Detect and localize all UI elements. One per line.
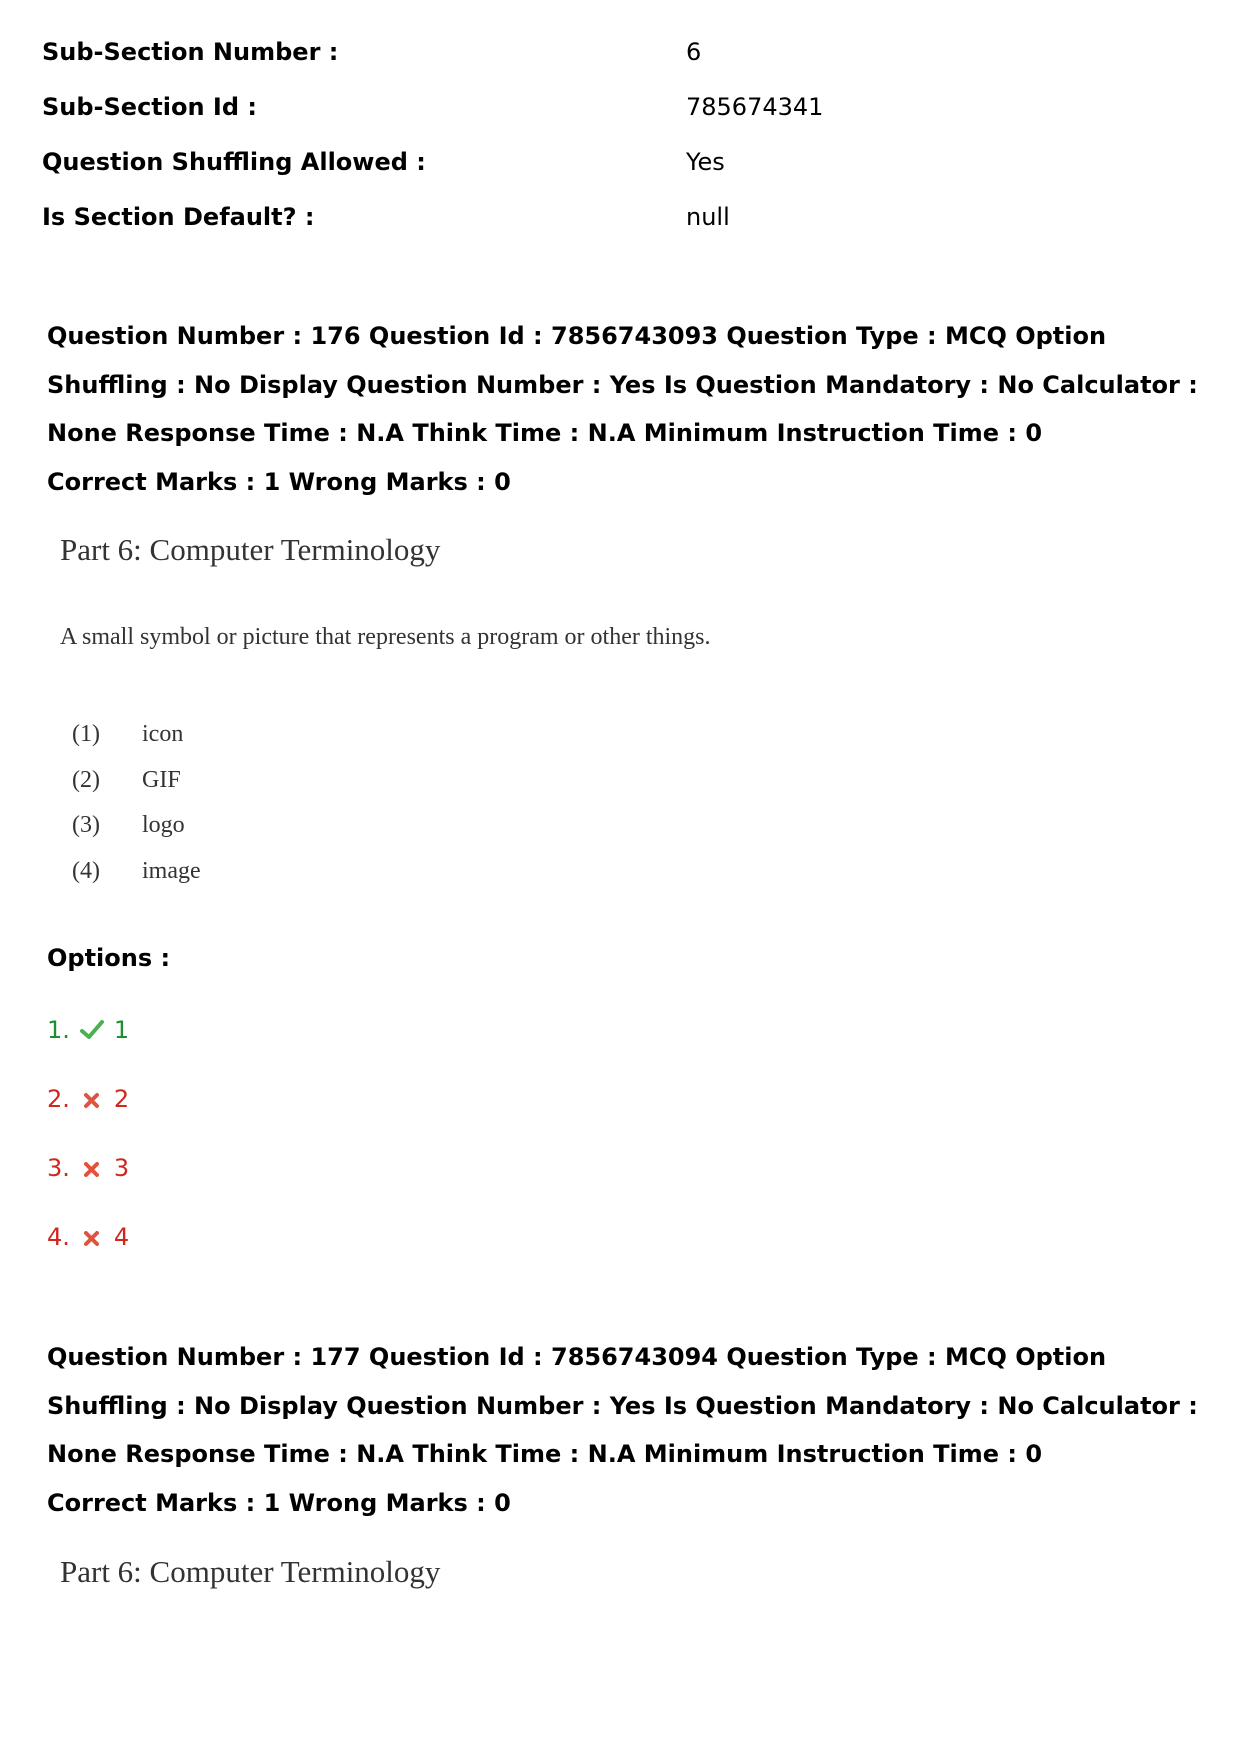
cross-icon (80, 1225, 104, 1249)
check-icon (80, 1018, 104, 1042)
question-text: A small symbol or picture that represents a program or other things. (60, 624, 711, 650)
meta-row-subsection-number (42, 38, 1202, 93)
meta-row-question-shuffling (42, 148, 1202, 203)
option-3-wrong (47, 1154, 129, 1182)
cross-icon (80, 1156, 104, 1180)
meta-value: 6 (686, 38, 702, 66)
meta-label: Sub-Section Number : (42, 38, 339, 66)
option-value: 2 (113, 1085, 130, 1113)
question-177-header-block (47, 1333, 1217, 1521)
meta-label: Is Section Default? : (42, 203, 315, 231)
options-label: Options : (47, 944, 171, 972)
part-title: Part 6: Computer Terminology (60, 1554, 441, 1589)
question-176-header-block (47, 312, 1217, 500)
option-index: 2. (47, 1085, 70, 1113)
option-value: 1 (113, 1016, 130, 1044)
meta-label: Sub-Section Id : (42, 93, 257, 121)
meta-row-section-default (42, 203, 1202, 258)
meta-value: Yes (686, 148, 725, 176)
choice-text: GIF (142, 766, 181, 793)
choice-item (72, 849, 201, 895)
part-title: Part 6: Computer Terminology (60, 532, 441, 567)
option-1-correct (47, 1016, 129, 1044)
choice-item (72, 712, 201, 758)
choice-text: logo (142, 812, 185, 839)
option-index: 3. (47, 1154, 70, 1182)
option-index: 1. (47, 1016, 70, 1044)
choice-text: image (142, 857, 201, 884)
meta-label: Question Shuffling Allowed : (42, 148, 426, 176)
question-header: Question Number : 177 Question Id : 7856743094 Question Type : MCQ Option Shuffling : No Display Question Number : Yes Is Question Mandatory : No Calculator : None Response Time : N.A Think Time : N.A Minimum Instruction Time : 0 (47, 1343, 1198, 1468)
choice-number: (2) (72, 766, 100, 793)
choice-item (72, 758, 201, 804)
meta-value: null (686, 203, 730, 231)
choice-number: (3) (72, 812, 100, 839)
choice-list (72, 712, 201, 894)
question-marks: Correct Marks : 1 Wrong Marks : 0 (47, 1488, 511, 1517)
subsection-meta (42, 38, 1202, 258)
choice-item (72, 803, 201, 849)
meta-row-subsection-id (42, 93, 1202, 148)
cross-icon (80, 1087, 104, 1111)
meta-value: 785674341 (686, 93, 824, 121)
question-marks: Correct Marks : 1 Wrong Marks : 0 (47, 467, 511, 496)
option-value: 3 (113, 1154, 130, 1182)
choice-number: (1) (72, 721, 100, 748)
option-index: 4. (47, 1223, 70, 1251)
question-header: Question Number : 176 Question Id : 7856743093 Question Type : MCQ Option Shuffling : No Display Question Number : Yes Is Question Mandatory : No Calculator : None Response Time : N.A Think Time : N.A Minimum Instruction Time : 0 (47, 322, 1198, 447)
option-value: 4 (113, 1223, 130, 1251)
option-4-wrong (47, 1223, 129, 1251)
option-2-wrong (47, 1085, 129, 1113)
choice-text: icon (142, 721, 184, 748)
choice-number: (4) (72, 857, 100, 884)
